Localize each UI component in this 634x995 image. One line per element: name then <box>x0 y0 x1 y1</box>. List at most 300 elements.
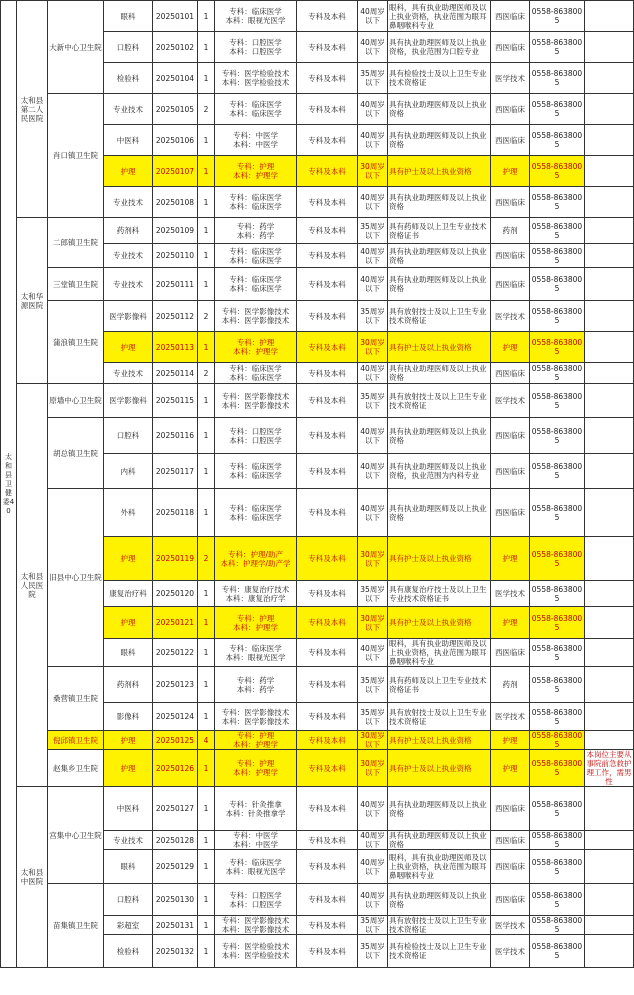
exam-cell: 药剂 <box>491 667 530 703</box>
note-empty-cell <box>585 607 634 639</box>
code-cell: 20250106 <box>153 125 198 156</box>
edu-cell: 专科及本科 <box>297 884 358 916</box>
exam-cell: 医学技术 <box>491 384 530 418</box>
count-cell: 1 <box>198 916 215 935</box>
table-row <box>1 301 634 332</box>
age-cell: 40周岁以下 <box>358 489 388 537</box>
dept-cell: 医学影像科 <box>104 301 153 332</box>
dept-cell: 中医科 <box>104 125 153 156</box>
count-cell: 4 <box>198 731 215 750</box>
count-cell: 1 <box>198 607 215 639</box>
age-cell: 40周岁以下 <box>358 187 388 218</box>
requirement-cell: 眼科，具有执业助理医师及以上执业资格，执业范围为眼耳鼻咽喉科专业 <box>388 639 491 667</box>
code-cell: 20250125 <box>153 731 198 750</box>
major-cell: 专科：医学检验技术 本科：医学检验技术 <box>215 63 297 94</box>
note-empty-cell <box>585 916 634 935</box>
phone-cell: 0558-8638005 <box>530 489 585 537</box>
exam-cell: 西医临床 <box>491 454 530 489</box>
major-cell: 专科：护理 本科：护理学 <box>215 332 297 363</box>
code-cell: 20250115 <box>153 384 198 418</box>
code-cell: 20250124 <box>153 703 198 731</box>
phone-cell: 0558-8638005 <box>530 301 585 332</box>
exam-cell: 护理 <box>491 750 530 787</box>
note-empty-cell <box>585 268 634 301</box>
major-cell: 专科：临床医学 本科：眼视光医学 <box>215 850 297 884</box>
age-cell: 40周岁以下 <box>358 787 388 831</box>
exam-cell: 西医临床 <box>491 268 530 301</box>
edu-cell: 专科及本科 <box>297 703 358 731</box>
edu-cell: 专科及本科 <box>297 850 358 884</box>
age-cell: 30周岁以下 <box>358 332 388 363</box>
edu-cell: 专科及本科 <box>297 268 358 301</box>
major-cell: 专科：医学影像技术 本科：医学影像技术 <box>215 703 297 731</box>
count-cell: 2 <box>198 301 215 332</box>
age-cell: 40周岁以下 <box>358 884 388 916</box>
count-cell: 1 <box>198 32 215 63</box>
phone-cell: 0558-8638005 <box>530 884 585 916</box>
count-cell: 1 <box>198 187 215 218</box>
count-cell: 1 <box>198 332 215 363</box>
code-cell: 20250129 <box>153 850 198 884</box>
dept-cell: 彩超室 <box>104 916 153 935</box>
phone-cell: 0558-8638005 <box>530 787 585 831</box>
major-cell: 专科：临床医学 本科：临床医学 <box>215 94 297 125</box>
exam-cell: 医学技术 <box>491 581 530 607</box>
exam-cell: 西医临床 <box>491 32 530 63</box>
age-cell: 35周岁以下 <box>358 301 388 332</box>
major-cell: 专科：临床医学 本科：临床医学 <box>215 187 297 218</box>
edu-cell: 专科及本科 <box>297 418 358 454</box>
count-cell: 1 <box>198 63 215 94</box>
dept-cell: 药剂科 <box>104 667 153 703</box>
code-cell: 20250114 <box>153 363 198 384</box>
requirement-cell: 具有执业助理医师及以上执业资格 <box>388 363 491 384</box>
requirement-cell: 具有执业助理医师及以上执业资格 <box>388 787 491 831</box>
major-cell: 专科：护理 本科：护理学 <box>215 156 297 187</box>
note-empty-cell <box>585 94 634 125</box>
requirement-cell: 具有执业助理医师及以上执业资格 <box>388 125 491 156</box>
code-cell: 20250116 <box>153 418 198 454</box>
count-cell: 1 <box>198 218 215 244</box>
age-cell: 35周岁以下 <box>358 581 388 607</box>
note-empty-cell <box>585 32 634 63</box>
unit-cell: 原墙中心卫生院 <box>48 384 104 418</box>
note-empty-cell <box>585 218 634 244</box>
phone-cell: 0558-8638005 <box>530 268 585 301</box>
exam-cell: 西医临床 <box>491 418 530 454</box>
phone-cell: 0558-8638005 <box>530 750 585 787</box>
exam-cell: 护理 <box>491 156 530 187</box>
phone-cell: 0558-8638005 <box>530 607 585 639</box>
dept-cell: 影像科 <box>104 703 153 731</box>
exam-cell: 护理 <box>491 332 530 363</box>
major-cell: 专科：康复治疗技术 本科：康复治疗学 <box>215 581 297 607</box>
unit-cell: 旧县中心卫生院 <box>48 489 104 667</box>
requirement-cell: 具有检验技士及以上卫生专业技术资格证 <box>388 935 491 968</box>
edu-cell: 专科及本科 <box>297 1 358 32</box>
code-cell: 20250131 <box>153 916 198 935</box>
dept-cell: 口腔科 <box>104 884 153 916</box>
exam-cell: 药剂 <box>491 218 530 244</box>
age-cell: 40周岁以下 <box>358 418 388 454</box>
dept-cell: 口腔科 <box>104 32 153 63</box>
exam-cell: 西医临床 <box>491 787 530 831</box>
age-cell: 40周岁以下 <box>358 831 388 850</box>
major-cell: 专科：药学 本科：药学 <box>215 667 297 703</box>
age-cell: 40周岁以下 <box>358 850 388 884</box>
exam-cell: 护理 <box>491 731 530 750</box>
table-row <box>1 1 634 32</box>
note-empty-cell <box>585 639 634 667</box>
age-cell: 40周岁以下 <box>358 94 388 125</box>
age-cell: 40周岁以下 <box>358 454 388 489</box>
unit-cell: 二郎镇卫生院 <box>48 218 104 268</box>
note-empty-cell <box>585 731 634 750</box>
requirement-cell: 具有放射技士及以上卫生专业技术资格证 <box>388 916 491 935</box>
hospital-group-cell: 太和县中医院 <box>17 787 48 968</box>
note-empty-cell <box>585 454 634 489</box>
age-cell: 35周岁以下 <box>358 916 388 935</box>
exam-cell: 西医临床 <box>491 125 530 156</box>
note-empty-cell <box>585 363 634 384</box>
count-cell: 2 <box>198 363 215 384</box>
age-cell: 30周岁以下 <box>358 537 388 581</box>
phone-cell: 0558-8638005 <box>530 454 585 489</box>
dept-cell: 护理 <box>104 332 153 363</box>
requirement-cell: 具有执业助理医师及以上执业资格 <box>388 244 491 268</box>
phone-cell: 0558-8638005 <box>530 831 585 850</box>
edu-cell: 专科及本科 <box>297 363 358 384</box>
requirement-cell: 具有康复治疗技士及以上卫生专业技术资格证书 <box>388 581 491 607</box>
dept-cell: 眼科 <box>104 850 153 884</box>
unit-cell: 宫集中心卫生院 <box>48 787 104 884</box>
requirement-cell: 具有护士及以上执业资格 <box>388 607 491 639</box>
count-cell: 1 <box>198 489 215 537</box>
table-row <box>1 218 634 244</box>
exam-cell: 西医临床 <box>491 884 530 916</box>
note-empty-cell <box>585 489 634 537</box>
code-cell: 20250105 <box>153 94 198 125</box>
note-empty-cell <box>585 384 634 418</box>
code-cell: 20250132 <box>153 935 198 968</box>
major-cell: 专科：医学影像技术 本科：医学影像技术 <box>215 301 297 332</box>
dept-cell: 护理 <box>104 156 153 187</box>
unit-cell: 大新中心卫生院 <box>48 1 104 94</box>
exam-cell: 西医临床 <box>491 850 530 884</box>
table-row <box>1 667 634 703</box>
major-cell: 专科：临床医学 本科：眼视光医学 <box>215 1 297 32</box>
requirement-cell: 具有执业助理医师及以上执业资格 <box>388 94 491 125</box>
major-cell: 专科：医学影像技术 本科：医学影像技术 <box>215 916 297 935</box>
count-cell: 1 <box>198 703 215 731</box>
edu-cell: 专科及本科 <box>297 750 358 787</box>
code-cell: 20250118 <box>153 489 198 537</box>
code-cell: 20250126 <box>153 750 198 787</box>
dept-cell: 专业技术 <box>104 831 153 850</box>
edu-cell: 专科及本科 <box>297 454 358 489</box>
note-empty-cell <box>585 244 634 268</box>
count-cell: 1 <box>198 787 215 831</box>
exam-cell: 西医临床 <box>491 831 530 850</box>
hospital-group-cell: 太和县第二人民医院 <box>17 1 48 218</box>
major-cell: 专科：口腔医学 本科：口腔医学 <box>215 884 297 916</box>
requirement-cell: 具有护士及以上执业资格 <box>388 537 491 581</box>
requirement-cell: 具有执业助理医师及以上执业资格 <box>388 489 491 537</box>
note-cell: 本岗位主要从事院前急救护理工作，需男性 <box>586 750 632 786</box>
phone-cell: 0558-8638005 <box>530 363 585 384</box>
major-cell: 专科：临床医学 本科：临床医学 <box>215 363 297 384</box>
edu-cell: 专科及本科 <box>297 489 358 537</box>
edu-cell: 专科及本科 <box>297 581 358 607</box>
edu-cell: 专科及本科 <box>297 607 358 639</box>
requirement-cell: 具有药师及以上卫生专业技术资格证书 <box>388 218 491 244</box>
age-cell: 30周岁以下 <box>358 750 388 787</box>
major-cell: 专科：医学检验技术 本科：医学检验技术 <box>215 935 297 968</box>
major-cell: 专科：护理 本科：护理学 <box>215 607 297 639</box>
count-cell: 1 <box>198 831 215 850</box>
note-empty-cell <box>585 703 634 731</box>
phone-cell: 0558-8638005 <box>530 156 585 187</box>
note-empty-cell <box>585 125 634 156</box>
edu-cell: 专科及本科 <box>297 218 358 244</box>
code-cell: 20250107 <box>153 156 198 187</box>
count-cell: 1 <box>198 418 215 454</box>
edu-cell: 专科及本科 <box>297 63 358 94</box>
code-cell: 20250128 <box>153 831 198 850</box>
note-empty-cell <box>585 418 634 454</box>
unit-cell: 倪邱镇卫生院 <box>48 731 104 750</box>
edu-cell: 专科及本科 <box>297 156 358 187</box>
code-cell: 20250123 <box>153 667 198 703</box>
age-cell: 30周岁以下 <box>358 156 388 187</box>
requirement-cell: 具有放射技士及以上卫生专业技术资格证 <box>388 703 491 731</box>
exam-cell: 西医临床 <box>491 244 530 268</box>
exam-cell: 西医临床 <box>491 639 530 667</box>
unit-cell: 蒲浪镇卫生院 <box>48 301 104 384</box>
code-cell: 20250121 <box>153 607 198 639</box>
code-cell: 20250112 <box>153 301 198 332</box>
edu-cell: 专科及本科 <box>297 332 358 363</box>
age-cell: 40周岁以下 <box>358 363 388 384</box>
major-cell: 专科：口腔医学 本科：口腔医学 <box>215 32 297 63</box>
age-cell: 40周岁以下 <box>358 1 388 32</box>
major-cell: 专科：护理/助产 本科：护理学/助产学 <box>215 537 297 581</box>
edu-cell: 专科及本科 <box>297 32 358 63</box>
unit-cell: 苗集镇卫生院 <box>48 884 104 968</box>
edu-cell: 专科及本科 <box>297 831 358 850</box>
unit-cell: 肖口镇卫生院 <box>48 94 104 218</box>
edu-cell: 专科及本科 <box>297 244 358 268</box>
major-cell: 专科：药学 本科：药学 <box>215 218 297 244</box>
exam-cell: 西医临床 <box>491 1 530 32</box>
major-cell: 专科：临床医学 本科：临床医学 <box>215 454 297 489</box>
age-cell: 40周岁以下 <box>358 268 388 301</box>
phone-cell: 0558-8638005 <box>530 125 585 156</box>
dept-cell: 口腔科 <box>104 418 153 454</box>
requirement-cell: 具有护士及以上执业资格 <box>388 332 491 363</box>
note-empty-cell <box>585 667 634 703</box>
dept-cell: 护理 <box>104 537 153 581</box>
edu-cell: 专科及本科 <box>297 537 358 581</box>
requirement-cell: 具有执业助理医师及以上执业资格，执业范围为口腔专业 <box>388 32 491 63</box>
note-empty-cell <box>585 332 634 363</box>
phone-cell: 0558-8638005 <box>530 187 585 218</box>
dept-cell: 专业技术 <box>104 187 153 218</box>
phone-cell: 0558-8638005 <box>530 384 585 418</box>
requirement-cell: 具有放射技士及以上卫生专业技术资格证 <box>388 384 491 418</box>
exam-cell: 医学技术 <box>491 935 530 968</box>
requirement-cell: 具有执业助理医师及以上执业资格，执业范围为内科专业 <box>388 454 491 489</box>
code-cell: 20250108 <box>153 187 198 218</box>
count-cell: 1 <box>198 850 215 884</box>
phone-cell: 0558-8638005 <box>530 94 585 125</box>
exam-cell: 护理 <box>491 607 530 639</box>
phone-cell: 0558-8638005 <box>530 63 585 94</box>
phone-cell: 0558-8638005 <box>530 1 585 32</box>
age-cell: 35周岁以下 <box>358 63 388 94</box>
requirement-cell: 具有执业助理医师及以上执业资格 <box>388 187 491 218</box>
table-row <box>1 750 634 787</box>
note-empty-cell <box>585 537 634 581</box>
count-cell: 1 <box>198 884 215 916</box>
age-cell: 35周岁以下 <box>358 667 388 703</box>
note-empty-cell <box>585 301 634 332</box>
phone-cell: 0558-8638005 <box>530 667 585 703</box>
dept-cell: 医学影像科 <box>104 384 153 418</box>
phone-cell: 0558-8638005 <box>530 731 585 750</box>
edu-cell: 专科及本科 <box>297 384 358 418</box>
exam-cell: 护理 <box>491 537 530 581</box>
exam-cell: 西医临床 <box>491 363 530 384</box>
dept-cell: 外科 <box>104 489 153 537</box>
note-empty-cell <box>585 63 634 94</box>
dept-cell: 护理 <box>104 731 153 750</box>
exam-cell: 西医临床 <box>491 489 530 537</box>
phone-cell: 0558-8638005 <box>530 418 585 454</box>
requirement-cell: 具有放射技士及以上卫生专业技术资格证 <box>388 301 491 332</box>
count-cell: 1 <box>198 667 215 703</box>
edu-cell: 专科及本科 <box>297 639 358 667</box>
count-cell: 1 <box>198 581 215 607</box>
table-row <box>1 787 634 831</box>
count-cell: 1 <box>198 1 215 32</box>
major-cell: 专科：临床医学 本科：眼视光医学 <box>215 639 297 667</box>
requirement-cell: 具有护士及以上执业资格 <box>388 750 491 787</box>
unit-cell: 桑营镇卫生院 <box>48 667 104 731</box>
requirement-cell: 具有执业助理医师及以上执业资格 <box>388 884 491 916</box>
count-cell: 1 <box>198 639 215 667</box>
unit-cell: 胡总镇卫生院 <box>48 418 104 489</box>
note-empty-cell <box>585 156 634 187</box>
dept-cell: 眼科 <box>104 1 153 32</box>
note-empty-cell <box>585 787 634 831</box>
dept-cell: 护理 <box>104 750 153 787</box>
major-cell: 专科：临床医学 本科：临床医学 <box>215 244 297 268</box>
phone-cell: 0558-8638005 <box>530 935 585 968</box>
count-cell: 1 <box>198 244 215 268</box>
code-cell: 20250119 <box>153 537 198 581</box>
count-cell: 1 <box>198 156 215 187</box>
count-cell: 1 <box>198 750 215 787</box>
note-empty-cell <box>585 581 634 607</box>
major-cell: 专科：护理 本科：护理学 <box>215 731 297 750</box>
code-cell: 20250120 <box>153 581 198 607</box>
code-cell: 20250102 <box>153 32 198 63</box>
edu-cell: 专科及本科 <box>297 125 358 156</box>
age-cell: 40周岁以下 <box>358 244 388 268</box>
code-cell: 20250113 <box>153 332 198 363</box>
requirement-cell: 具有药师及以上卫生专业技术资格证书 <box>388 667 491 703</box>
age-cell: 30周岁以下 <box>358 731 388 750</box>
table-row <box>1 418 634 454</box>
dept-cell: 专业技术 <box>104 363 153 384</box>
table-row <box>1 384 634 418</box>
edu-cell: 专科及本科 <box>297 301 358 332</box>
county-cell: 太和县卫健委40 <box>1 1 17 968</box>
major-cell: 专科：临床医学 本科：临床医学 <box>215 489 297 537</box>
code-cell: 20250109 <box>153 218 198 244</box>
unit-cell: 三堂镇卫生院 <box>48 268 104 301</box>
dept-cell: 检验科 <box>104 63 153 94</box>
unit-cell: 赵集乡卫生院 <box>48 750 104 787</box>
table-row <box>1 268 634 301</box>
major-cell: 专科：临床医学 本科：临床医学 <box>215 268 297 301</box>
count-cell: 1 <box>198 935 215 968</box>
edu-cell: 专科及本科 <box>297 787 358 831</box>
major-cell: 专科：针灸推拿 本科：针灸推拿学 <box>215 787 297 831</box>
table-row <box>1 731 634 750</box>
phone-cell: 0558-8638005 <box>530 916 585 935</box>
edu-cell: 专科及本科 <box>297 187 358 218</box>
dept-cell: 药剂科 <box>104 218 153 244</box>
major-cell: 专科：中医学 本科：中医学 <box>215 125 297 156</box>
dept-cell: 中医科 <box>104 787 153 831</box>
dept-cell: 护理 <box>104 607 153 639</box>
dept-cell: 专业技术 <box>104 94 153 125</box>
edu-cell: 专科及本科 <box>297 667 358 703</box>
phone-cell: 0558-8638005 <box>530 332 585 363</box>
dept-cell: 检验科 <box>104 935 153 968</box>
note-empty-cell <box>585 850 634 884</box>
code-cell: 20250122 <box>153 639 198 667</box>
edu-cell: 专科及本科 <box>297 916 358 935</box>
code-cell: 20250101 <box>153 1 198 32</box>
age-cell: 35周岁以下 <box>358 935 388 968</box>
phone-cell: 0558-8638005 <box>530 850 585 884</box>
count-cell: 1 <box>198 384 215 418</box>
exam-cell: 西医临床 <box>491 187 530 218</box>
requirement-cell: 具有执业助理医师及以上执业资格 <box>388 268 491 301</box>
count-cell: 2 <box>198 537 215 581</box>
phone-cell: 0558-8638005 <box>530 244 585 268</box>
exam-cell: 西医临床 <box>491 94 530 125</box>
dept-cell: 内科 <box>104 454 153 489</box>
table-row <box>1 94 634 125</box>
age-cell: 30周岁以下 <box>358 607 388 639</box>
count-cell: 1 <box>198 454 215 489</box>
requirement-cell: 眼科，具有执业助理医师及以上执业资格，执业范围为眼耳鼻咽喉科专业 <box>388 850 491 884</box>
dept-cell: 眼科 <box>104 639 153 667</box>
phone-cell: 0558-8638005 <box>530 32 585 63</box>
note-empty-cell <box>585 1 634 32</box>
exam-cell: 医学技术 <box>491 703 530 731</box>
exam-cell: 医学技术 <box>491 916 530 935</box>
edu-cell: 专科及本科 <box>297 935 358 968</box>
requirement-cell: 具有执业助理医师及以上执业资格 <box>388 418 491 454</box>
count-cell: 1 <box>198 125 215 156</box>
dept-cell: 专业技术 <box>104 268 153 301</box>
major-cell: 专科：护理 本科：护理学 <box>215 750 297 787</box>
